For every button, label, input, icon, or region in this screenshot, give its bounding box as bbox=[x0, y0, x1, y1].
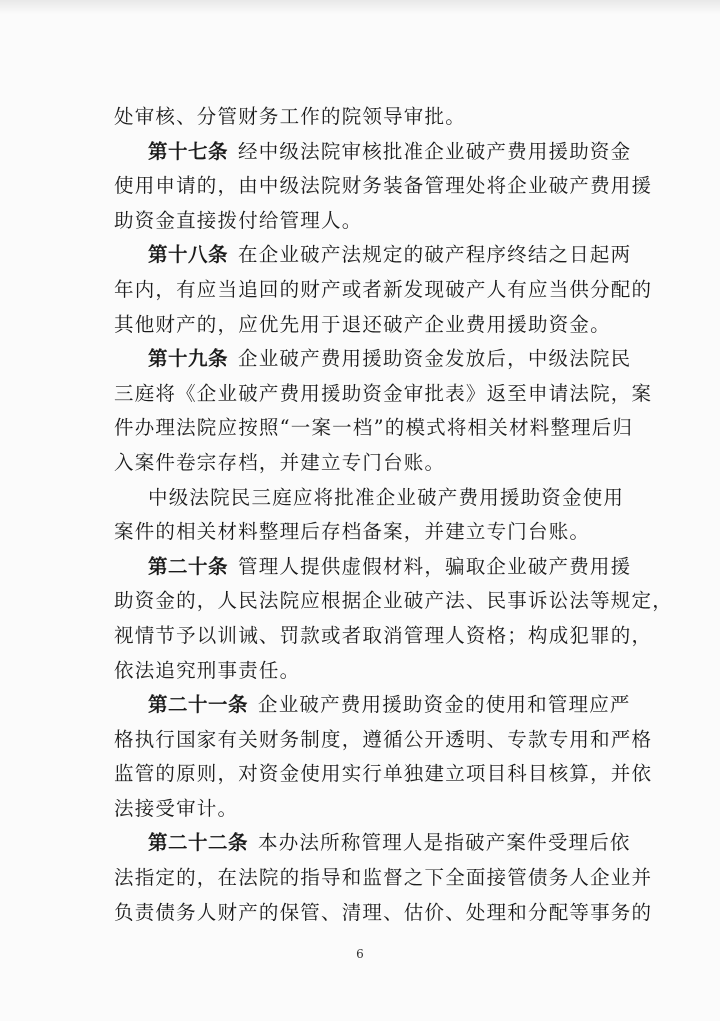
paragraph-line bbox=[114, 169, 653, 204]
paragraph-line bbox=[114, 308, 614, 343]
paragraph-line bbox=[114, 550, 632, 585]
paragraph-line bbox=[114, 411, 634, 446]
scan-edge bbox=[0, 0, 720, 14]
paragraph-line bbox=[114, 273, 653, 308]
paragraph-line bbox=[114, 896, 653, 931]
line-text: 案件的相关材料整理后存档备案，并建立专门台账。 bbox=[114, 520, 591, 544]
line-text: 格执行国家有关财务制度，遵循公开透明、专款专用和严格 bbox=[114, 727, 653, 751]
line-text: 件办理法院应按照“一案一档”的模式将相关材料整理后归 bbox=[114, 416, 634, 440]
line-text: 依法追究刑事责任。 bbox=[114, 658, 301, 682]
paragraph-line bbox=[114, 377, 653, 412]
line-text: 中级法院民三庭应将批准企业破产费用援助资金使用 bbox=[148, 485, 625, 509]
line-text: 视情节予以训诫、罚款或者取消管理人资格；构成犯罪的， bbox=[114, 623, 653, 647]
line-text: 负责债务人财产的保管、清理、估价、处理和分配等事务的 bbox=[114, 900, 653, 924]
line-text: 入案件卷宗存档，并建立专门台账。 bbox=[114, 450, 446, 474]
article-heading: 第二十一条 bbox=[148, 693, 249, 717]
line-text: 监管的原则，对资金使用实行单独建立项目科目核算，并依 bbox=[114, 762, 653, 786]
line-text: 其他财产的，应优先用于退还破产企业费用援助资金。 bbox=[114, 312, 611, 336]
paragraph-line bbox=[114, 584, 673, 619]
paragraph-line bbox=[114, 481, 625, 516]
paragraph-line bbox=[114, 654, 614, 689]
line-text: 年内，有应当追回的财产或者新发现破产人有应当供分配的 bbox=[114, 277, 653, 301]
paragraph-line bbox=[114, 688, 631, 723]
line-text: 法指定的，在法院的指导和监督之下全面接管债务人企业并 bbox=[114, 866, 653, 890]
paragraph-line bbox=[114, 204, 614, 239]
paragraph-line bbox=[114, 446, 614, 481]
paragraph-line bbox=[114, 723, 653, 758]
paragraph-line bbox=[114, 861, 653, 896]
paragraph-line bbox=[114, 792, 614, 827]
body-text bbox=[114, 100, 673, 930]
line-text: 企业破产费用援助资金的使用和管理应严 bbox=[258, 693, 631, 717]
line-text: 经中级法院审核批准企业破产费用援助资金 bbox=[238, 139, 632, 163]
paragraph-line bbox=[114, 757, 653, 792]
paragraph-line bbox=[114, 238, 632, 273]
line-text: 处审核、分管财务工作的院领导审批。 bbox=[114, 105, 466, 128]
article-heading: 第十八条 bbox=[148, 243, 229, 267]
line-text: 管理人提供虚假材料，骗取企业破产费用援 bbox=[238, 554, 632, 578]
line-text: 助资金直接拨付给管理人。 bbox=[114, 208, 363, 232]
article-heading: 第二十条 bbox=[148, 554, 229, 578]
line-text: 法接受审计。 bbox=[114, 796, 239, 820]
paragraph-line bbox=[114, 342, 632, 377]
article-heading: 第二十二条 bbox=[148, 831, 249, 855]
paragraph-line bbox=[114, 100, 614, 135]
line-text: 助资金的，人民法院应根据企业破产法、民事诉讼法等规定， bbox=[114, 589, 673, 613]
paragraph-line bbox=[114, 135, 632, 170]
article-heading: 第十九条 bbox=[148, 347, 229, 371]
line-text: 三庭将《企业破产费用援助资金审批表》返至申请法院，案 bbox=[114, 381, 653, 405]
line-text: 企业破产费用援助资金发放后，中级法院民 bbox=[238, 347, 632, 371]
line-text: 使用申请的，由中级法院财务装备管理处将企业破产费用援 bbox=[114, 174, 653, 198]
line-text: 本办法所称管理人是指破产案件受理后依 bbox=[258, 831, 631, 855]
article-heading: 第十七条 bbox=[148, 139, 229, 163]
line-text: 在企业破产法规定的破产程序终结之日起两 bbox=[238, 243, 632, 267]
page-number: 6 bbox=[356, 947, 364, 961]
paragraph-line bbox=[114, 515, 614, 550]
paragraph-line bbox=[114, 826, 631, 861]
paragraph-line bbox=[114, 619, 653, 654]
